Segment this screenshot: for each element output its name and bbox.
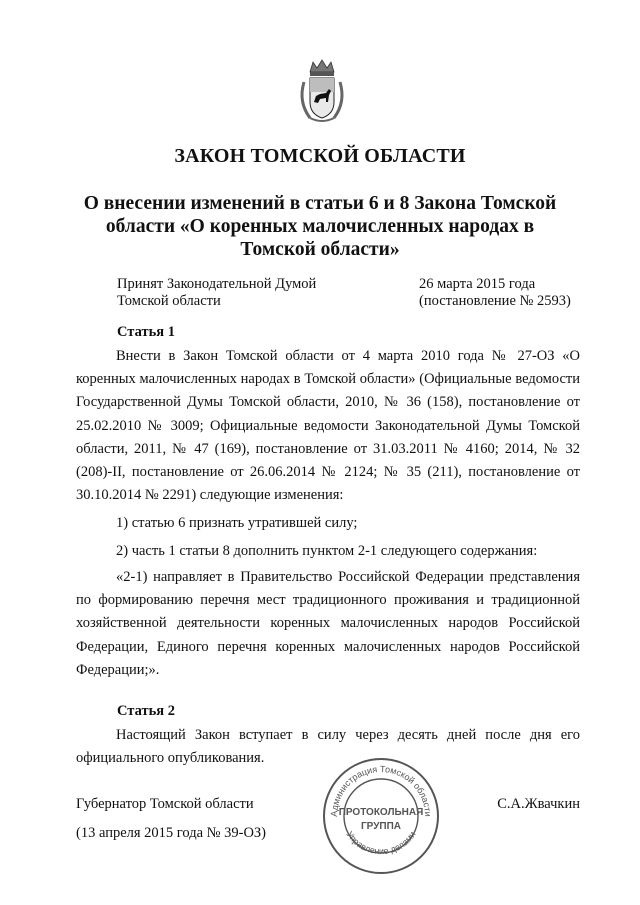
adoption-date	[419, 276, 571, 309]
stamp-ring-bottom-text: Управление делами	[344, 829, 418, 857]
article2-paragraph: Настоящий Закон вступает в силу через десять дней после дня его официального опубликования.	[76, 727, 580, 767]
adoption-body-line2: Томской области	[117, 292, 221, 309]
article1-item2: 2) часть 1 статьи 8 дополнить пунктом 2-1 следующего содержания:	[116, 543, 538, 559]
signatory-position: Губернатор Томской области	[76, 796, 254, 812]
law-date-number: (13 апреля 2015 года № 39-ОЗ)	[76, 825, 267, 841]
article1-item1: 1) статью 6 признать утратившей силу;	[116, 515, 358, 531]
adoption-date-line: 26 марта 2015 года	[419, 276, 536, 292]
article2-title: Статья 2	[117, 703, 175, 719]
stamp-center-line2: ГРУППА	[360, 821, 402, 832]
document-type-heading: ЗАКОН ТОМСКОЙ ОБЛАСТИ	[174, 145, 466, 167]
article1-intro-paragraph: Внести в Закон Томской области от 4 марта 2010 года № 27-ОЗ «О коренных малочисленных народах в Томской области» (Официальные ведомости Государственной Думы Томской области, 2010, № 36 (158), постановление от 25.02.2010 № 3009; Официальные ведомости Законодательной Думы Томской области, 2011, № 47 (169), постановление от 31.03.2011 № 4160; 2014, № 32 (208)-II, постановление от 26.06.2014 № 2124; № 35 (211), постановление от 30.10.2014 № 2291) следующие изменения:	[76, 348, 580, 504]
document-title: О внесении изменений в статьи 6 и 8 Закона Томской области «О коренных малочисленных народах в Томской области»	[83, 193, 557, 260]
signatory-name: С.А.Жвачкин	[497, 796, 580, 812]
stamp-ring-top-text: Администрация Томской области	[328, 763, 434, 817]
coat-of-arms-icon	[296, 58, 348, 126]
article1-title: Статья 1	[117, 324, 175, 340]
stamp-center-line1: ПРОТОКОЛЬНАЯ	[338, 807, 424, 818]
protocol-group-stamp	[320, 755, 442, 877]
adoption-body	[117, 276, 316, 309]
adoption-body-line1: Принят Законодательной Думой	[117, 276, 317, 292]
article1-quote-paragraph: «2-1) направляет в Правительство Российской Федерации представления по формированию перечня мест традиционного проживания и традиционной хозяйственной деятельности коренных малочисленных народов Российской Федерации, Единого перечня коренных малочисленных народов Российской Федерации;».	[76, 569, 580, 678]
adoption-resolution-line: (постановление № 2593)	[419, 292, 571, 309]
